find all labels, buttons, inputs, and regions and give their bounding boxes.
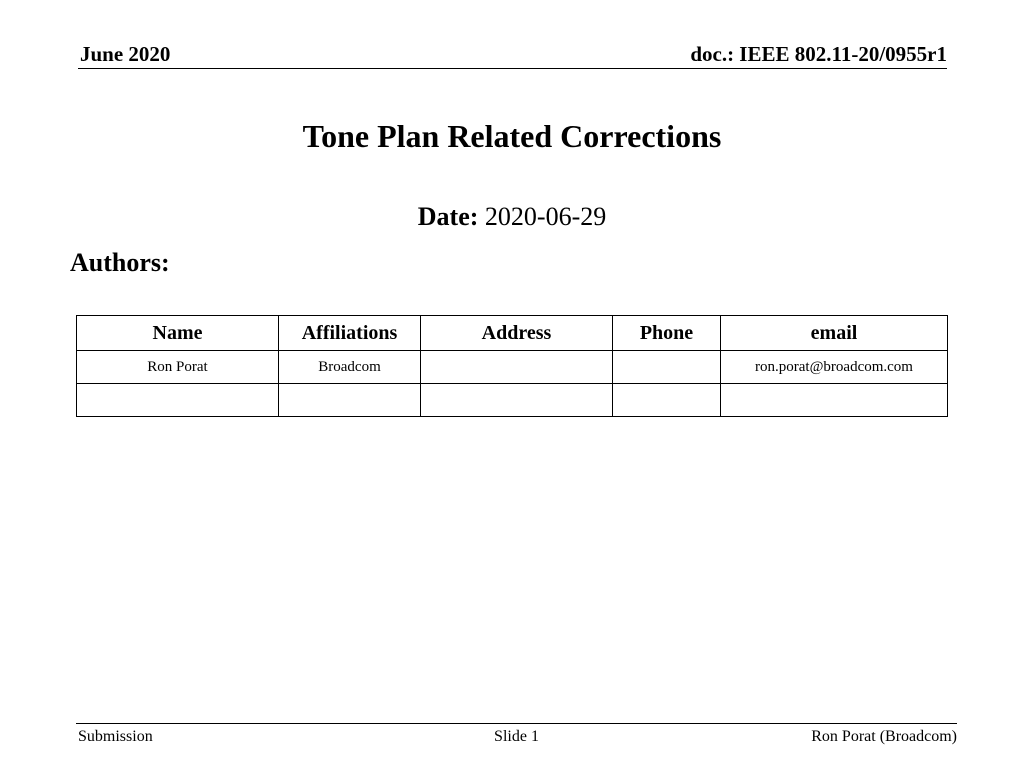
footer-author: Ron Porat (Broadcom) xyxy=(811,728,957,745)
date-line xyxy=(0,202,1024,232)
header-date: June 2020 xyxy=(80,42,171,66)
cell-name xyxy=(77,384,279,417)
cell-affiliation xyxy=(279,384,421,417)
header-doc-id: doc.: IEEE 802.11-20/0955r1 xyxy=(690,42,947,66)
cell-affiliation: Broadcom xyxy=(279,351,421,384)
footer-slide-number: Slide 1 xyxy=(494,728,539,745)
authors-table xyxy=(76,315,948,417)
cell-address xyxy=(421,351,613,384)
footer-submission: Submission xyxy=(78,728,153,745)
date-value: 2020-06-29 xyxy=(484,202,607,231)
cell-email xyxy=(721,384,948,417)
table-header-row xyxy=(77,316,948,351)
cell-name: Ron Porat xyxy=(77,351,279,384)
slide-footer xyxy=(76,723,957,745)
table-row xyxy=(77,384,948,417)
authors-heading: Authors: xyxy=(70,248,170,277)
column-header-address: Address xyxy=(421,316,613,351)
column-header-name: Name xyxy=(77,316,279,351)
slide-header xyxy=(78,40,947,69)
column-header-email: email xyxy=(721,316,948,351)
cell-phone xyxy=(613,384,721,417)
table-row xyxy=(77,351,948,384)
column-header-phone: Phone xyxy=(613,316,721,351)
cell-phone xyxy=(613,351,721,384)
column-header-affiliations: Affiliations xyxy=(279,316,421,351)
cell-email: ron.porat@broadcom.com xyxy=(721,351,948,384)
cell-address xyxy=(421,384,613,417)
date-label: Date: xyxy=(417,202,479,231)
slide-title: Tone Plan Related Corrections xyxy=(302,118,722,154)
